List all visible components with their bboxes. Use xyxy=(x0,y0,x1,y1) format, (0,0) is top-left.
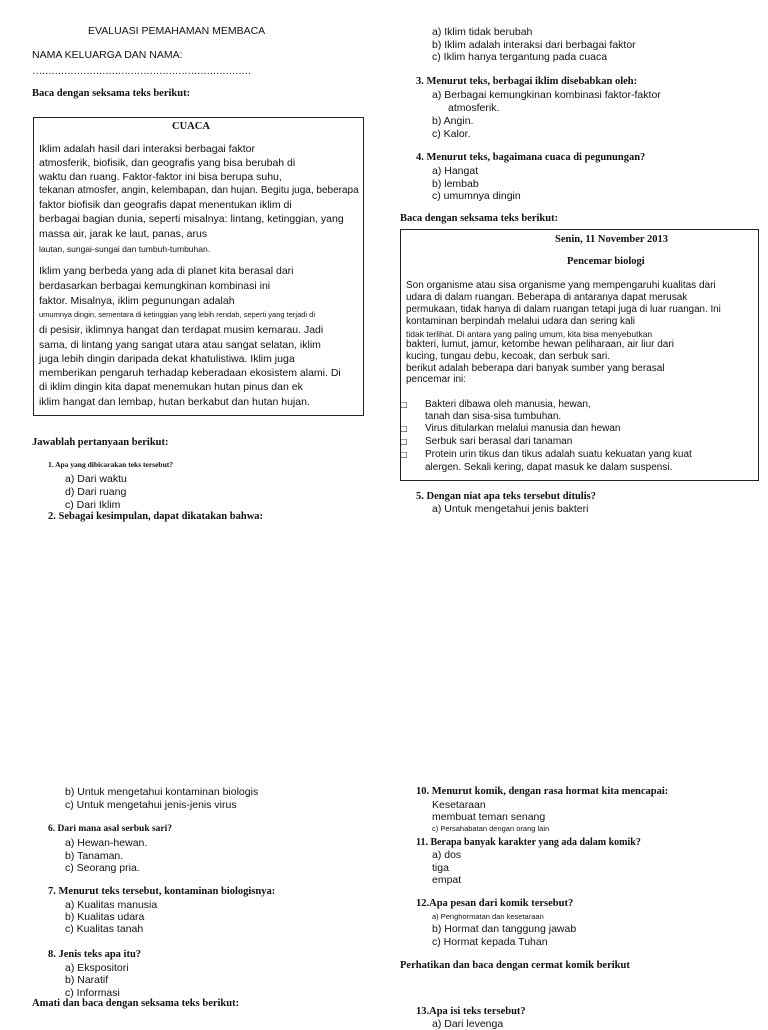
answer-option[interactable]: a) Ekspositori xyxy=(65,962,129,974)
passage-line: atmosferik, biofisik, dan geografis yang bisa berubah di xyxy=(39,157,296,169)
answer-option[interactable]: c) Dari Iklim xyxy=(65,499,121,511)
answer-option[interactable]: b) Tanaman. xyxy=(65,850,124,862)
answer-option[interactable]: b) Kualitas udara xyxy=(65,911,145,923)
answer-option[interactable]: b) Naratif xyxy=(65,974,109,986)
answer-option[interactable]: c) Persahabatan dengan orang lain xyxy=(432,824,550,833)
answer-option[interactable]: d) Dari ruang xyxy=(65,486,127,498)
answer-option[interactable]: c) Iklim hanya tergantung pada cuaca xyxy=(432,51,608,63)
passage-line: tekanan atmosfer, angin, kelembapan, dan hujan. Begitu juga, beberapa xyxy=(39,185,359,196)
passage-line: massa air, jarak ke laut, panas, arus xyxy=(39,228,208,240)
question-10: 10. Menurut komik, dengan rasa hormat kita mencapai: xyxy=(416,786,669,797)
instruction-read: Baca dengan seksama teks berikut: xyxy=(32,88,191,99)
passage-line: Son organisme atau sisa organisme yang mempengaruhi kualitas dari xyxy=(406,280,716,291)
question-5: 5. Dengan niat apa teks tersebut ditulis? xyxy=(416,491,596,502)
bullet-item: □ Bakteri dibawa oleh manusia, hewan, xyxy=(400,399,591,410)
passage-line: berbagai bagian dunia, seperti misalnya: lintang, ketinggian, yang xyxy=(39,213,344,225)
passage-line: di iklim dingin kita dapat menemukan hutan pinus dan ek xyxy=(39,381,303,393)
answer-option[interactable]: c) Kalor. xyxy=(432,128,471,140)
passage-line: udara di dalam ruangan. Beberapa di antaranya dapat merusak xyxy=(406,292,688,303)
passage-line: kontaminan berpindah melalui udara dan sering kali xyxy=(406,316,636,327)
answer-option[interactable]: a) dos xyxy=(432,849,462,861)
passage-line: Iklim adalah hasil dari interaksi berbagai faktor xyxy=(39,143,255,155)
passage-line: sama, di lintang yang sangat utara atau sangat selatan, iklim xyxy=(39,339,321,351)
answer-option[interactable]: b) Angin. xyxy=(432,115,474,127)
bullet-item: □ Protein urin tikus dan tikus adalah suatu kekuatan yang kuat xyxy=(400,449,692,460)
passage-date: Senin, 11 November 2013 xyxy=(555,234,668,245)
answer-option[interactable]: a) Dari waktu xyxy=(65,473,127,485)
passage-line: tidak terlihat. Di antara yang paling umum, kita bisa menyebutkan xyxy=(406,329,653,339)
answer-option[interactable]: empat xyxy=(432,874,462,886)
question-13: 13.Apa isi teks tersebut? xyxy=(416,1006,526,1017)
bullet-box-icon: □ xyxy=(400,450,408,459)
answer-option[interactable]: a) Untuk mengetahui jenis bakteri xyxy=(432,503,589,515)
answer-option[interactable]: c) Seorang pria. xyxy=(65,862,140,874)
bullet-box-icon: □ xyxy=(400,400,408,409)
question-11: 11. Berapa banyak karakter yang ada dalam komik? xyxy=(416,837,641,848)
answer-option[interactable]: b) Untuk mengetahui kontaminan biologis xyxy=(65,786,259,798)
passage-line: lautan, sungai-sungai dan tumbuh-tumbuhan. xyxy=(39,244,211,254)
answer-option[interactable]: c) umumnya dingin xyxy=(432,190,521,202)
passage-line: faktor biofisik dan geografis dapat menentukan iklim di xyxy=(39,199,292,211)
bullet-item: □ Virus ditularkan melalui manusia dan hewan xyxy=(400,423,621,434)
passage-line: iklim hangat dan lembap, hutan berkabut dan hutan hujan. xyxy=(39,396,310,408)
answer-option[interactable]: c) Untuk mengetahui jenis-jenis virus xyxy=(65,799,237,811)
instruction-read-2: Baca dengan seksama teks berikut: xyxy=(400,213,559,224)
answer-option[interactable]: a) Hewan-hewan. xyxy=(65,837,148,849)
passage-line: memberikan pengaruh terhadap keberadaan ekosistem alami. Di xyxy=(39,367,341,379)
passage-title: CUACA xyxy=(172,121,210,132)
bullet-item-cont: tanah dan sisa-sisa tumbuhan. xyxy=(425,411,562,422)
question-1: 1. Apa yang dibicarakan teks tersebut? xyxy=(48,460,174,469)
question-8: 8. Jenis teks apa itu? xyxy=(48,949,142,960)
name-field-line[interactable]: …………………………………………………………… xyxy=(32,65,251,77)
bullet-item: □ Serbuk sari berasal dari tanaman xyxy=(400,436,573,447)
answer-heading: Jawablah pertanyaan berikut: xyxy=(32,437,169,448)
instruction-observe: Amati dan baca dengan seksama teks berikut: xyxy=(32,998,240,1009)
question-3: 3. Menurut teks, berbagai iklim disebabkan oleh: xyxy=(416,76,638,87)
question-6: 6. Dari mana asal serbuk sari? xyxy=(48,824,173,834)
answer-option[interactable]: tiga xyxy=(432,862,449,874)
answer-option[interactable]: a) Berbagai kemungkinan kombinasi faktor-faktor xyxy=(432,89,661,101)
passage-line: juga lebih dingin daripada dekat khatulistiwa. Iklim juga xyxy=(39,353,295,365)
answer-option[interactable]: a) Penghormatan dan kesetaraan xyxy=(432,912,544,921)
passage-line: Iklim yang berbeda yang ada di planet kita berasal dari xyxy=(39,265,294,277)
question-12: 12.Apa pesan dari komik tersebut? xyxy=(416,898,574,909)
passage-line: umumnya dingin, sementara di ketinggian yang lebih rendah, seperti yang terjadi di xyxy=(39,310,316,319)
answer-option[interactable]: a) Iklim tidak berubah xyxy=(432,26,533,38)
answer-option[interactable]: b) Hormat dan tanggung jawab xyxy=(432,923,577,935)
passage-title-2: Pencemar biologi xyxy=(567,256,645,267)
passage-line: berdasarkan berbagai kemungkinan kombinasi ini xyxy=(39,280,271,292)
answer-option-cont: atmosferik. xyxy=(448,102,500,114)
answer-option[interactable]: a) Kualitas manusia xyxy=(65,899,158,911)
name-label: NAMA KELUARGA DAN NAMA: xyxy=(32,49,183,61)
answer-option[interactable]: b) Iklim adalah interaksi dari berbagai faktor xyxy=(432,39,636,51)
answer-option[interactable]: membuat teman senang xyxy=(432,811,546,823)
question-2: 2. Sebagai kesimpulan, dapat dikatakan bahwa: xyxy=(48,511,264,522)
answer-option[interactable]: a) Hangat xyxy=(432,165,479,177)
answer-option[interactable]: c) Hormat kepada Tuhan xyxy=(432,936,548,948)
answer-option[interactable]: Kesetaraan xyxy=(432,799,486,811)
passage-line: faktor. Misalnya, iklim pegunungan adalah xyxy=(39,295,235,307)
question-7: 7. Menurut teks tersebut, kontaminan biologisnya: xyxy=(48,886,276,897)
question-4: 4. Menurut teks, bagaimana cuaca di pegunungan? xyxy=(416,152,646,163)
passage-line: berikut adalah beberapa dari banyak sumber yang berasal xyxy=(406,363,665,374)
passage-line: kucing, tungau debu, kecoak, dan serbuk sari. xyxy=(406,351,611,362)
passage-line: bakteri, lumut, jamur, ketombe hewan peliharaan, air liur dari xyxy=(406,339,674,350)
answer-option[interactable]: a) Dari levenga xyxy=(432,1018,504,1030)
passage-line: pencemar ini: xyxy=(406,374,467,385)
instruction-comic: Perhatikan dan baca dengan cermat komik berikut xyxy=(400,960,630,971)
bullet-item-cont: alergen. Sekali kering, dapat masuk ke dalam suspensi. xyxy=(425,462,673,473)
bullet-box-icon: □ xyxy=(400,424,408,433)
answer-option[interactable]: b) lembab xyxy=(432,178,479,190)
answer-option[interactable]: c) Kualitas tanah xyxy=(65,923,144,935)
answer-option[interactable]: c) Informasi xyxy=(65,987,120,999)
page-title: EVALUASI PEMAHAMAN MEMBACA xyxy=(88,25,266,37)
passage-line: permukaan, tidak hanya di dalam ruangan tetapi juga di luar ruangan. Ini xyxy=(406,304,721,315)
passage-line: waktu dan ruang. Faktor-faktor ini bisa berupa suhu, xyxy=(39,171,282,183)
passage-line: di pesisir, iklimnya hangat dan terdapat musim kemarau. Jadi xyxy=(39,324,324,336)
bullet-box-icon: □ xyxy=(400,437,408,446)
